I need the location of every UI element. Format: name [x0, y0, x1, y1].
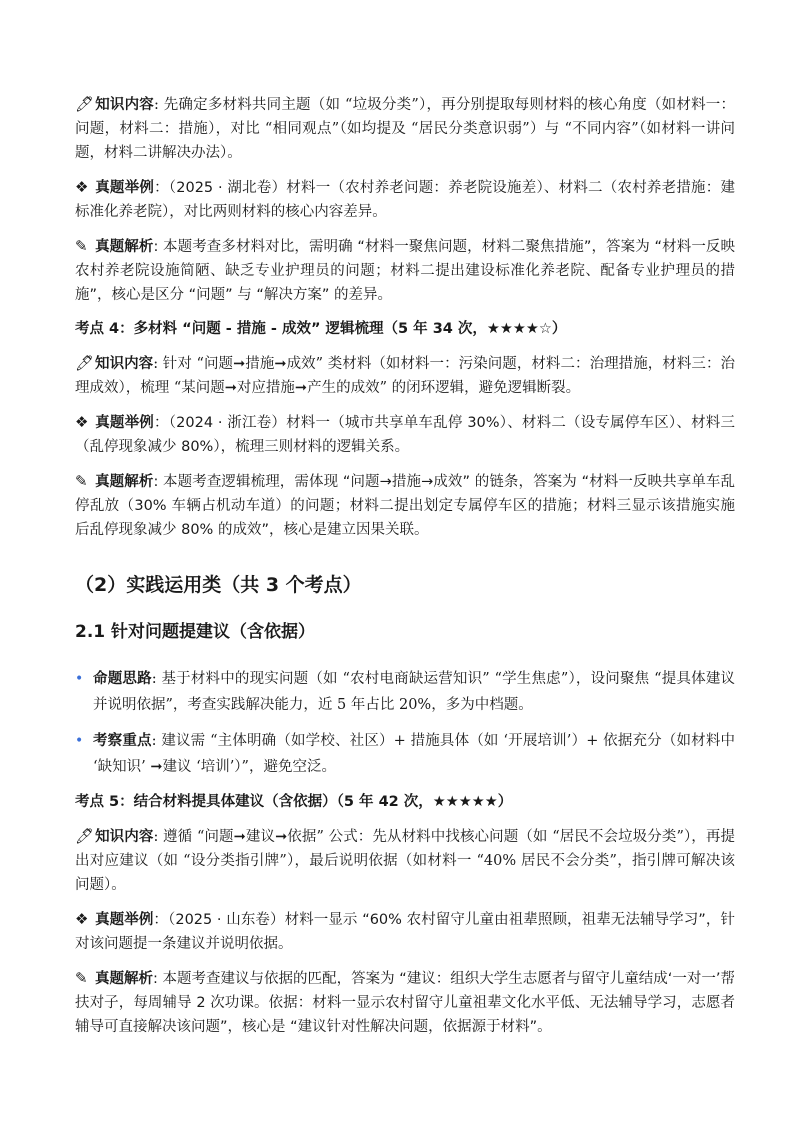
pencil-icon: 🖊	[75, 354, 95, 372]
kaodian-5-heading: 考点 5：结合材料提具体建议（含依据）（5 年 42 次，★★★★★）	[75, 794, 513, 810]
list-item	[75, 666, 735, 718]
ruler-pencil-icon: ✎	[75, 472, 88, 490]
example-paragraph	[75, 410, 735, 459]
knowledge-text: : 针对 “问题➞措施➞成效” 类材料（如材料一：污染问题，材料二：治理措施，材料三：治理成效），梳理 “某问题➞对应措施➞产生的成效” 的闭环逻辑，避免逻辑断裂。	[75, 356, 735, 396]
bullet-icon: •	[75, 671, 84, 687]
analysis-label: 真题解析	[95, 239, 154, 255]
bullet-text: : 建议需 “主体明确（如学校、社区）+ 措施具体（如 ‘开展培训’）+ 依据充分（如材料中 ‘缺知识’ ➞建议 ‘培训’）”，避免空泛。	[93, 733, 736, 775]
example-label: 真题举例	[95, 912, 154, 928]
subsection-heading: 2.1 针对问题提建议（含依据）	[75, 622, 316, 642]
kaodian-4-heading: 考点 4：多材料 “问题 - 措施 - 成效” 逻辑梳理（5 年 34 次，★★★★☆）	[75, 321, 567, 337]
diamond-icon: ❖	[75, 413, 89, 431]
document-page	[75, 92, 735, 1049]
example-label: 真题举例	[95, 415, 155, 431]
analysis-text: : 本题考查逻辑梳理，需体现 “问题→措施→成效” 的链条，答案为 “材料一反映共享单车乱停乱放（30% 车辆占机动车道）的问题；材料二提出划定专属停车区的措施；材料三显示该措施实施后乱停现象减少 80% 的成效”，核心是建立因果关联。	[75, 474, 736, 538]
knowledge-label: 知识内容	[95, 96, 155, 113]
diamond-icon: ❖	[75, 910, 89, 928]
ruler-pencil-icon: ✎	[75, 237, 88, 255]
analysis-label: 真题解析	[95, 971, 154, 987]
analysis-label: 真题解析	[95, 474, 154, 490]
knowledge-paragraph	[75, 92, 735, 165]
example-text: ：（2024 · 浙江卷）材料一（城市共享单车乱停 30%）、材料二（设专属停车区）、材料三（乱停现象减少 80%），梳理三则材料的逻辑关系。	[75, 415, 735, 455]
example-paragraph	[75, 907, 735, 956]
knowledge-label: 知识内容	[95, 355, 154, 372]
knowledge-text: : 先确定多材料共同主题（如 “垃圾分类”），再分别提取每则材料的核心角度（如材料一：问题，材料二：措施），对比 “相同观点”（如均提及 “居民分类意识弱”）与 “不同内容”（如材料一讲问题，材料二讲解决办法）。	[75, 97, 735, 161]
diamond-icon: ❖	[75, 178, 89, 196]
knowledge-label: 知识内容	[95, 828, 154, 845]
example-text: ：（2025 · 山东卷）材料一显示 “60% 农村留守儿童由祖辈照顾，祖辈无法辅导学习”，针对该问题提一条建议并说明依据。	[75, 912, 735, 952]
example-paragraph	[75, 175, 735, 224]
knowledge-paragraph	[75, 351, 735, 400]
analysis-paragraph	[75, 966, 735, 1039]
knowledge-paragraph	[75, 824, 735, 897]
bullet-text: : 基于材料中的现实问题（如 “农村电商缺运营知识” “学生焦虑”），设问聚焦 “提具体建议并说明依据”，考查实践解决能力，近 5 年占比 20%，多为中档题。	[93, 671, 736, 713]
list-item	[75, 728, 735, 780]
bullet-label: 考察重点	[93, 733, 152, 749]
example-label: 真题举例	[95, 180, 155, 196]
ruler-pencil-icon: ✎	[75, 969, 88, 987]
analysis-paragraph	[75, 234, 735, 307]
pencil-icon: 🖊	[75, 95, 95, 113]
analysis-text: : 本题考查建议与依据的匹配，答案为 “建议：组织大学生志愿者与留守儿童结成‘一对一’帮扶对子，每周辅导 2 次功课。依据：材料一显示农村留守儿童祖辈文化水平低、无法辅导学习，志愿者辅导可直接解决该问题”，核心是 “建议针对性解决问题，依据源于材料”。	[75, 971, 736, 1035]
analysis-paragraph	[75, 469, 735, 542]
bullet-list	[75, 666, 735, 780]
example-text: ：（2025 · 湖北卷）材料一（农村养老问题：养老院设施差）、材料二（农村养老措施：建标准化养老院），对比两则材料的核心内容差异。	[75, 180, 735, 220]
bullet-label: 命题思路	[93, 671, 152, 687]
section-heading: （2）实践运用类（共 3 个考点）	[75, 574, 362, 596]
pencil-icon: 🖊	[75, 827, 95, 845]
bullet-icon: •	[75, 733, 84, 749]
analysis-text: : 本题考查多材料对比，需明确 “材料一聚焦问题，材料二聚焦措施”，答案为 “材料一反映农村养老院设施简陋、缺乏专业护理员的问题；材料二提出建设标准化养老院、配备专业护理员的措施”，核心是区分 “问题” 与 “解决方案” 的差异。	[75, 239, 735, 303]
knowledge-text: : 遵循 “问题➞建议➞依据” 公式：先从材料中找核心问题（如 “居民不会垃圾分类”），再提出对应建议（如 “设分类指引牌”），最后说明依据（如材料一 “40% 居民不会分类”，指引牌可解决该问题）。	[75, 829, 735, 893]
